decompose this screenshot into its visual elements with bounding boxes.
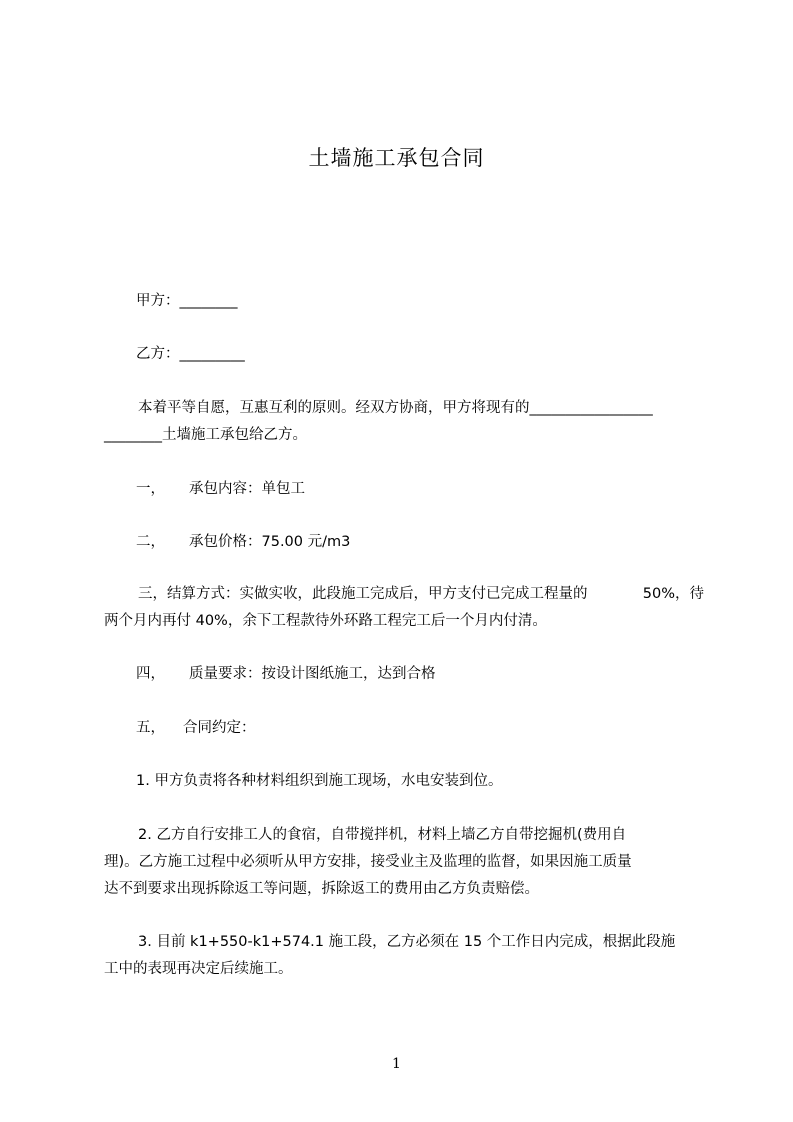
clause-2-line-1: 2. 乙方自行安排工人的食宿，自带搅拌机，材料上墙乙方自带挖掘机(费用自 bbox=[138, 827, 627, 843]
item-3-text-b: 50%，待 bbox=[642, 586, 704, 602]
item-1-text: 承包内容：单包工 bbox=[189, 481, 305, 497]
clause-3-line-1: 3. 目前 k1+550-k1+574.1 施工段，乙方必须在 15 个工作日内完成，根据此段施 bbox=[138, 934, 676, 950]
item-3-text-a: 三，结算方式：实做实收，此段施工完成后，甲方支付已完成工程量的 bbox=[138, 586, 588, 602]
item-4 bbox=[136, 660, 736, 688]
page-number: 1 bbox=[392, 1056, 401, 1072]
item-5-text: 合同约定： bbox=[183, 720, 256, 736]
clause-1: 1. 甲方负责将各种材料组织到施工现场，水电安装到位。 bbox=[136, 773, 503, 789]
item-1-number: 一， bbox=[136, 481, 165, 497]
item-3-line-2: 两个月内再付 40%，余下工程款待外环路工程完工后一个月内付清。 bbox=[104, 613, 547, 629]
item-4-text: 质量要求：按设计图纸施工，达到合格 bbox=[189, 666, 436, 682]
item-4-number: 四， bbox=[136, 666, 165, 682]
item-2-text: 承包价格：75.00 元/m3 bbox=[189, 534, 351, 550]
preamble-line-2: ________土墙施工承包给乙方。 bbox=[104, 427, 307, 443]
document-title: 土墙施工承包合同 bbox=[308, 146, 485, 170]
item-2 bbox=[136, 528, 736, 556]
clause-3-line-2: 工中的表现再决定后续施工。 bbox=[104, 961, 293, 977]
clause-2-line-2: 理)。乙方施工过程中必须听从甲方安排，接受业主及监理的监督，如果因施工质量 bbox=[104, 854, 632, 870]
item-2-number: 二， bbox=[136, 534, 165, 550]
party-b-line: 乙方：_________ bbox=[136, 346, 245, 362]
item-3-line-1 bbox=[138, 580, 704, 608]
item-5-number: 五， bbox=[136, 720, 165, 736]
clause-2-line-3: 达不到要求出现拆除返工等问题，拆除返工的费用由乙方负责赔偿。 bbox=[104, 881, 539, 897]
party-a-line: 甲方：________ bbox=[136, 293, 238, 309]
item-1 bbox=[136, 475, 736, 503]
preamble-line-1: 本着平等自愿，互惠互利的原则。经双方协商，甲方将现有的_________________ bbox=[138, 400, 653, 416]
item-5 bbox=[136, 714, 736, 742]
